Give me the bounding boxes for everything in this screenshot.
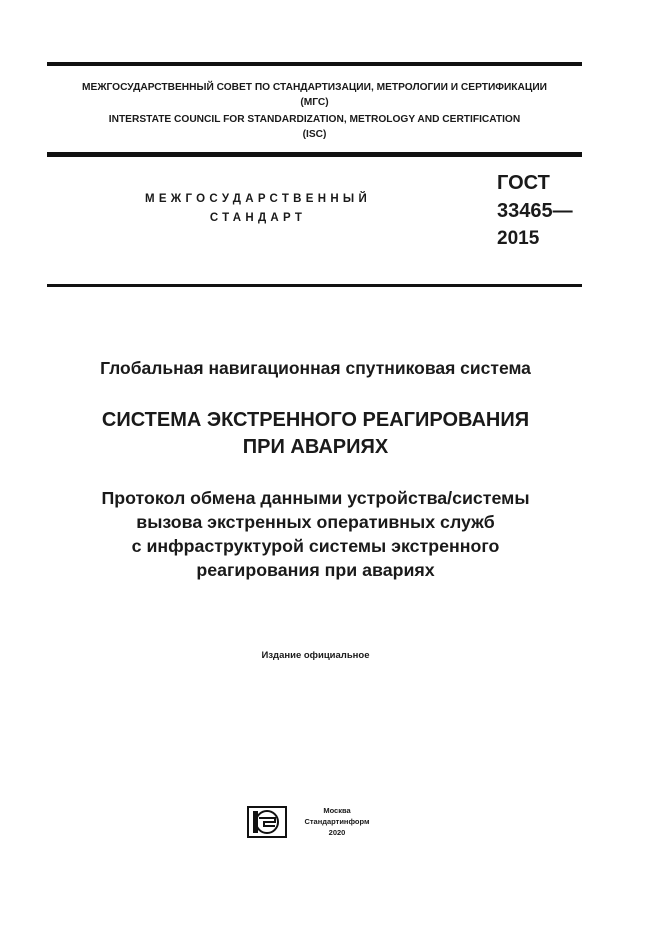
publisher-city: Москва [323,806,351,815]
middle-divider [47,152,582,157]
bottom-divider [47,284,582,287]
document-subtitle-line3: с инфраструктурой системы экстренного [131,536,500,556]
council-abbr-ru: (МГС) [300,97,329,108]
publisher-logo-icon [247,806,287,838]
gost-number: 33465— [497,200,573,222]
gost-year: 2015 [497,228,540,249]
council-name-ru-line1: МЕЖГОСУДАРСТВЕННЫЙ СОВЕТ ПО СТАНДАРТИЗАЦИИ, МЕТРОЛОГИИ И СЕРТИФИКАЦИИ [82,82,547,93]
document-subtitle-line1: Протокол обмена данными устройства/системы [101,488,530,508]
publisher-name: Стандартинформ [304,817,370,826]
top-divider [47,62,582,66]
standard-type-line1: МЕЖГОСУДАРСТВЕННЫЙ [144,193,372,205]
council-name-en [47,112,582,142]
publisher-info [290,805,384,838]
document-heading [0,407,631,461]
publisher-year: 2020 [328,828,346,837]
document-heading-line2: ПРИ АВАРИЯХ [242,436,389,458]
edition-label: Издание официальное [261,650,370,661]
document-heading-line1: СИСТЕМА ЭКСТРЕННОГО РЕАГИРОВАНИЯ [101,409,530,431]
document-subtitle-line4: реагирования при авариях [196,560,435,580]
document-subtitle [0,486,631,582]
system-title: Глобальная навигационная спутниковая система [100,358,531,378]
gost-prefix: ГОСТ [497,172,550,194]
document-subtitle-line2: вызова экстренных оперативных служб [136,512,495,532]
council-name-en-line1: INTERSTATE COUNCIL FOR STANDARDIZATION, METROLOGY AND CERTIFICATION [108,114,521,125]
council-name-ru [47,80,582,110]
council-abbr-en: (ISC) [302,129,327,140]
standard-type-line2: СТАНДАРТ [209,212,307,224]
